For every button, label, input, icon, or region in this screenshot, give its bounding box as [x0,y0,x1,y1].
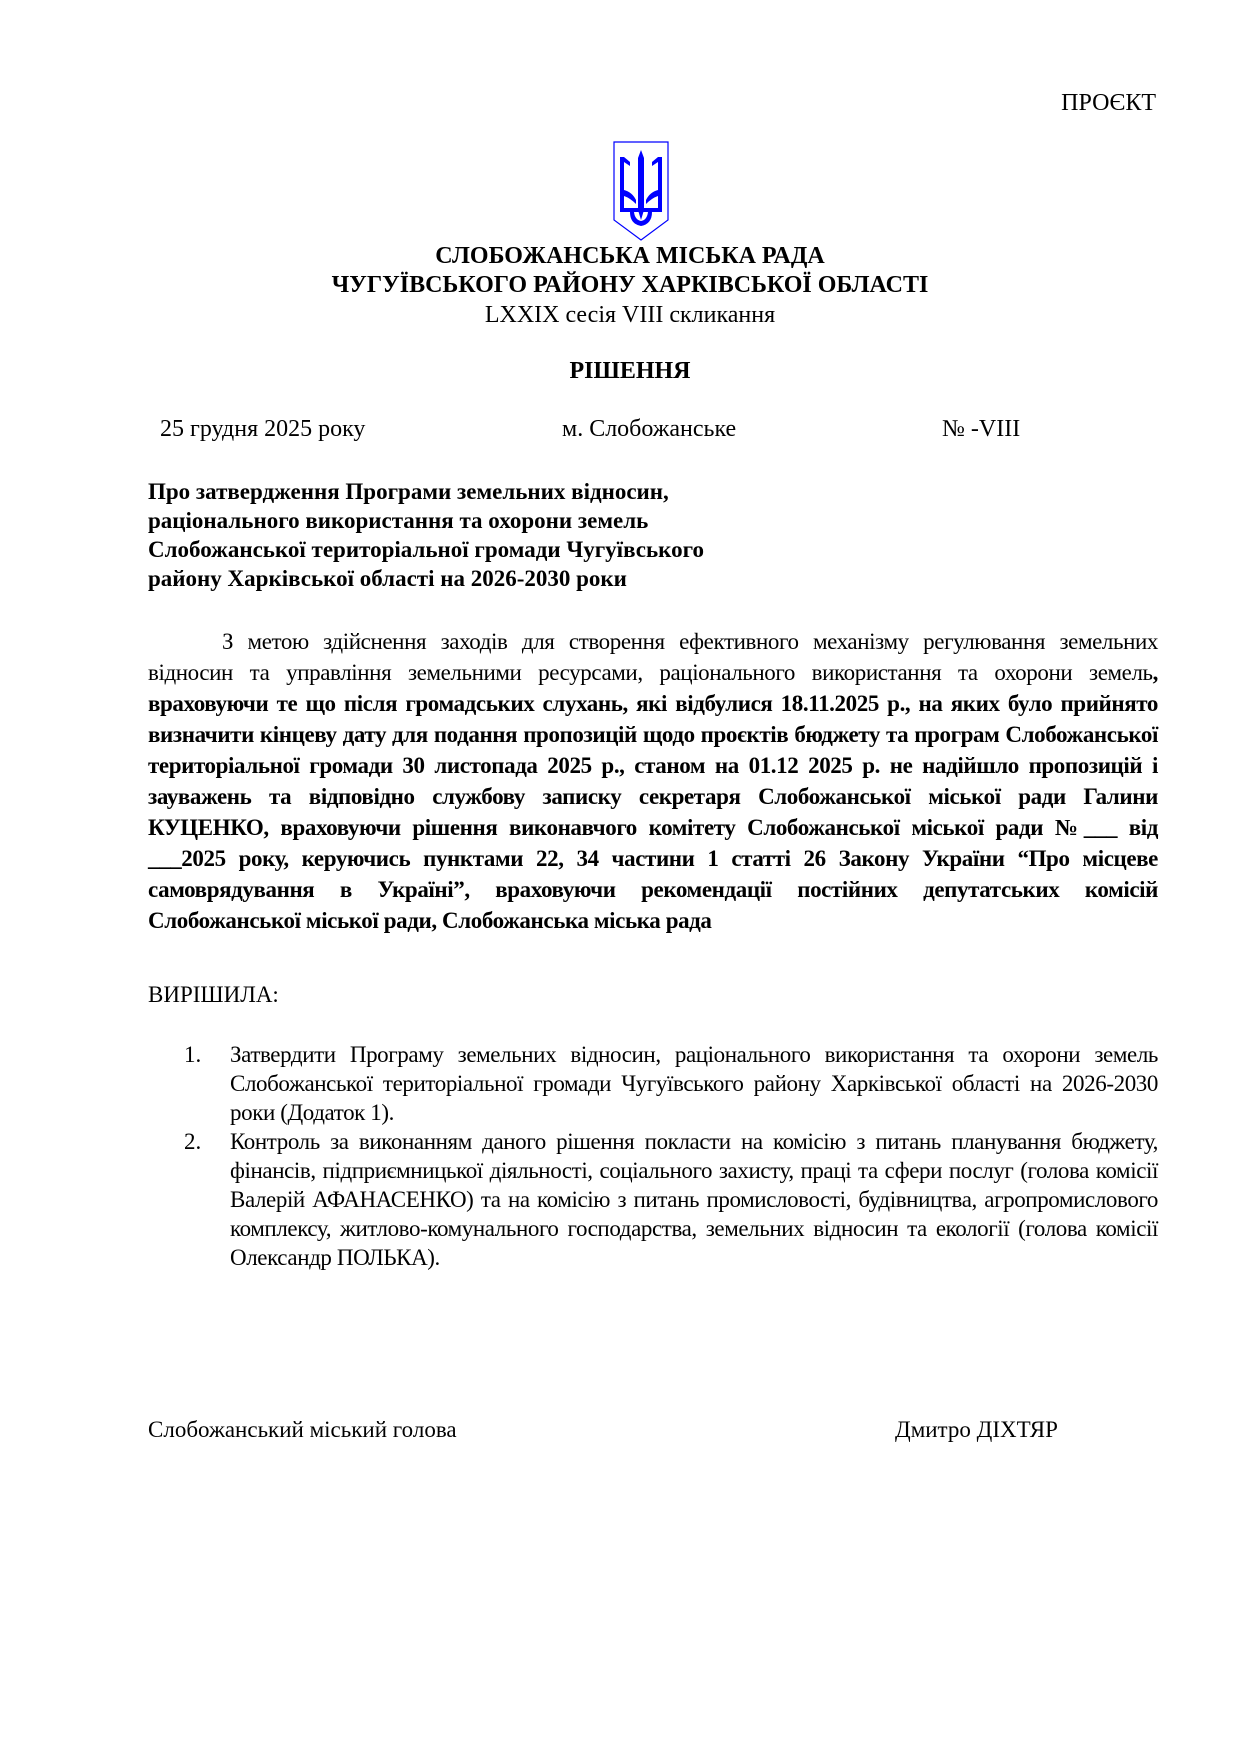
trident-coat-of-arms-icon [612,140,670,242]
list-item [148,1127,1158,1272]
decision-number: № -VIII [942,416,1021,442]
council-name: СЛОБОЖАНСЬКА МІСЬКА РАДА [435,243,825,269]
item-number: 2. [184,1129,202,1154]
resolution-list [148,1040,1158,1272]
session-info: LXXIX сесія VIII скликання [484,302,776,328]
item-text: Затвердити Програму земельних відносин, раціонального використання та охорони земель Слобожанської територіальної громади Чугуївського району Харківської області на 2026-2030 роки (Додаток 1). [230,1042,1158,1125]
document-title: РІШЕННЯ [569,358,691,384]
district-name: ЧУГУЇВСЬКОГО РАЙОНУ ХАРКІВСЬКОЇ ОБЛАСТІ [331,272,929,298]
item-number: 1. [184,1042,202,1067]
decision-date: 25 грудня 2025 року [160,416,366,442]
list-item [148,1040,1158,1127]
item-text: Контроль за виконанням даного рішення покласти на комісію з питань планування бюджету, фінансів, підприємницької діяльності, соціального захисту, праці та сфери послуг (голова комісії Валерій АФАНАСЕНКО) та на комісію з питань промисловості, будівництва, агропромислового комплексу, житлово-комунального господарства, земельних відносин та екології (голова комісії Олександр ПОЛЬКА). [230,1129,1158,1270]
preamble-bold: , враховуючи те що після громадських слухань, які відбулися 18.11.2025 р., на яких було прийнято визначити кінцеву дату для подання пропозицій щодо проєктів бюджету та програм Слобожанської територіальної громади 30 листопада 2025 р., станом на 01.12 2025 р. не надійшло пропозицій і зауважень та відповідно службову записку секретаря Слобожанської міської ради Галини КУЦЕНКО, враховуючи рішення виконавчого комітету Слобожанської міської ради №___ від ___2025 року, керуючись пунктами 22, 34 частини 1 статті 26 Закону України “Про місцеве самоврядування в Україні”, враховуючи рекомендації постійних депутатських комісій Слобожанської міської ради, Слобожанська міська рада [148,660,1158,933]
subject-line: Про затвердження Програми земельних відносин, [148,479,669,504]
subject-line: Слобожанської територіальної громади Чугуївського [148,537,704,562]
resolved-heading: ВИРІШИЛА: [148,982,279,1007]
preamble-regular: З метою здійснення заходів для створення ефективного механізму регулювання земельних відносин та управління земельними ресурсами, раціонального використання та охорони земель [148,629,1158,685]
draft-stamp: ПРОЄКТ [1061,90,1156,116]
signatory-position: Слобожанський міський голова [148,1417,457,1442]
subject-line: раціонального використання та охорони земель [148,508,649,533]
decision-subject [148,477,788,593]
subject-line: району Харківської області на 2026-2030 роки [148,566,627,591]
preamble-paragraph [148,626,1158,936]
decision-place: м. Слобожанське [562,416,737,442]
signatory-name: Дмитро ДІХТЯР [895,1417,1058,1442]
